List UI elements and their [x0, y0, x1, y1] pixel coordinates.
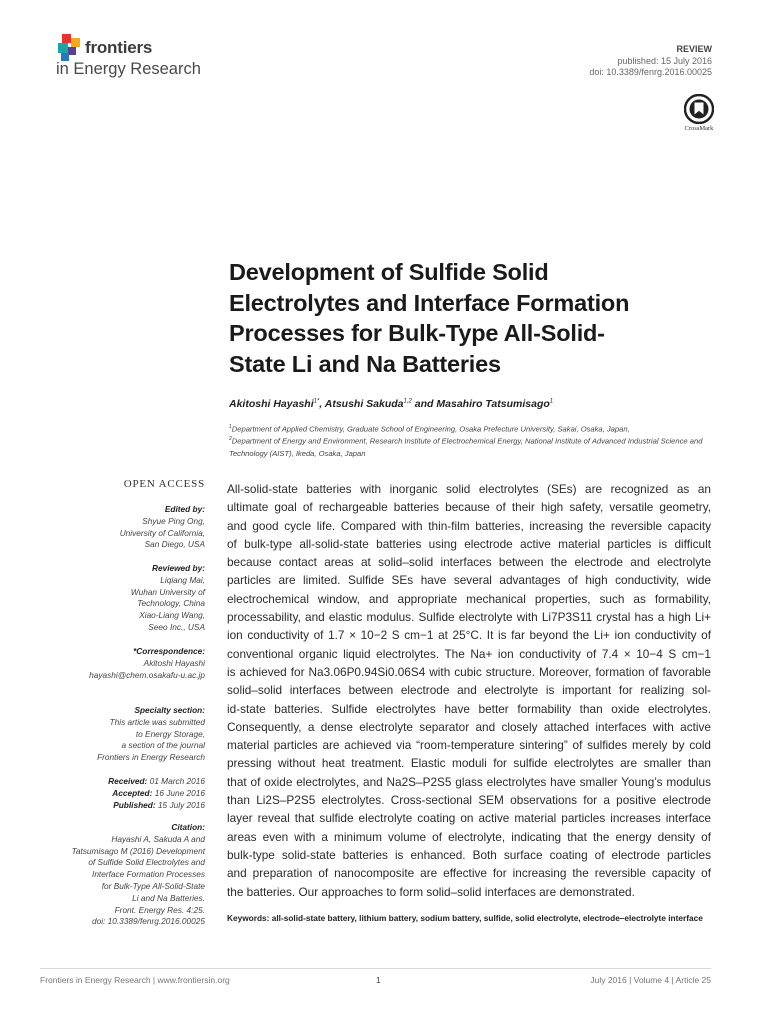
reviewed-by-section: [40, 563, 205, 634]
article-type: REVIEW: [676, 44, 712, 54]
published-date: published: 15 July 2016: [617, 55, 712, 66]
author-name[interactable]: Masahiro Tatsumisago: [436, 398, 550, 410]
date-label: Published:: [113, 799, 156, 810]
author-name[interactable]: Atsushi Sakuda: [324, 398, 404, 410]
abstract-line: layer reveal that sulfide electrolyte coating on active material particles increases interface: [227, 811, 711, 826]
date-accepted: [40, 788, 205, 800]
open-access-label: OPEN ACCESS: [123, 478, 205, 490]
abstract-line: is achieved for Na3.06P0.94Si0.06S4 with cubic structure. Moreover, formation of favorable: [227, 664, 711, 679]
specialty-line: Frontiers in Energy Research: [97, 752, 205, 763]
date-label: Received:: [108, 776, 148, 786]
title-line: Electrolytes and Interface Formation: [229, 289, 630, 316]
abstract-line: of bulk-type all-solid-state batteries using electrode active material particles is difficult: [227, 536, 711, 551]
date-value: 15 July 2016: [157, 799, 205, 810]
abstract-line: because contact areas at solid–solid interfaces between the electrode and electrolyte: [227, 555, 711, 570]
author-separator: and: [411, 398, 437, 410]
specialty-section: [40, 705, 205, 764]
specialty-line: to Energy Storage,: [135, 728, 205, 739]
footer-divider: [40, 968, 711, 969]
abstract-line: than Li2S–P2S5 electrolytes. Cross-sectional SEM observations for a positive electrode: [227, 793, 711, 808]
keywords: Keywords: all-solid-state battery, lithium battery, sodium battery, sulfide, solid electrolyte, electrode–electrolyte interface: [227, 913, 703, 923]
citation-line: Interface Formation Processes: [92, 869, 205, 880]
correspondence-name: Akitoshi Hayashi: [143, 657, 205, 668]
date-received: [40, 776, 205, 788]
citation-line: of Sulfide Solid Electrolytes and: [88, 857, 205, 868]
abstract-line: and good cycle life. Compared with thin-film batteries, increasing the reversible capacity: [227, 518, 711, 533]
page-number: 1: [376, 975, 381, 985]
abstract-line: ultimate goal of rechargeable batteries because of their high safety, versatile geometry,: [227, 500, 711, 515]
author-list: [229, 398, 553, 410]
author-affiliation-mark: 1*: [313, 398, 320, 405]
article-title: [229, 257, 709, 379]
edited-by-section: [40, 504, 205, 551]
crossmark-badge[interactable]: [674, 94, 724, 140]
citation-line: Li and Na Batteries.: [132, 892, 205, 903]
citation-doi[interactable]: doi: 10.3389/fenrg.2016.00025: [91, 916, 205, 927]
reviewer-line: Xiao-Liang Wang,: [139, 610, 205, 621]
affiliation-text: Department of Applied Chemistry, Graduate School of Engineering, Osaka Prefecture University, Sakai, Osaka, Japan,: [231, 424, 630, 434]
specialty-line: a section of the journal: [121, 740, 205, 751]
abstract-line: electrochemical window, and appropriate mechanical properties, such as formability,: [227, 591, 711, 606]
author-affiliation-mark: 1,2: [403, 398, 412, 405]
correspondence-label: *Correspondence:: [133, 646, 205, 656]
edited-by-label: Edited by:: [164, 504, 205, 514]
affiliation-number: 1: [229, 424, 232, 430]
citation-label: Citation:: [171, 822, 205, 832]
citation-line: for Bulk-Type All-Solid-State: [101, 880, 205, 891]
affiliation-number: 2: [229, 436, 232, 442]
abstract-line: and preparation of nanocomposite are effective for increasing the reversible capacity of: [227, 866, 711, 881]
reviewer-line: Seeo Inc., USA: [148, 621, 205, 632]
title-line: Processes for Bulk-Type All-Solid-: [229, 320, 605, 346]
abstract-line: processability, and elastic modulus. Sulfide electrolyte with Li7P3S11 crystal has a high Li+: [227, 610, 711, 625]
footer-journal-link[interactable]: Frontiers in Energy Research | www.frontiersin.org: [40, 975, 230, 985]
abstract-line: All-solid-state batteries with inorganic solid electrolytes (SEs) are recognized as an: [227, 482, 711, 496]
title-line: Development of Sulfide Solid: [229, 259, 549, 285]
citation-section: [40, 822, 205, 928]
title-line: State Li and Na Batteries: [229, 350, 501, 377]
abstract-line: bulk-type solid-state batteries is enhanced. Both surface coating of electrode particles: [227, 847, 711, 862]
reviewer-line: Liqiang Mai,: [160, 574, 205, 585]
abstract-line: id-state batteries. Sulfide electrolytes have better formability than oxide electrolytes.: [227, 701, 711, 716]
date-label: Accepted:: [112, 787, 153, 798]
abstract-line: pressing without heat treatment. Elastic moduli for sulfide electrolytes are smaller than: [227, 756, 711, 771]
affiliation-text: Department of Energy and Environment, Research Institute of Electrochemical Energy, National Institute of Advanced Industrial Science and Technology (AIST), Ikeda, Osaka, Japan: [229, 436, 703, 458]
footer-issue-info: July 2016 | Volume 4 | Article 25: [590, 975, 711, 985]
editor-line: San Diego, USA: [144, 539, 205, 550]
reviewer-line: Wuhan University of: [130, 586, 205, 597]
abstract-line: areas even with a minimum volume of electrolyte, indicating that the energy density of: [227, 829, 711, 844]
citation-line: Front. Energy Res. 4:25.: [114, 904, 205, 915]
correspondence-section: [40, 646, 205, 681]
abstract-line: particles are limited. Sulfide SEs have several advantages of high conductivity, wide: [227, 573, 711, 588]
abstract-line: Consequently, a dense electrolyte separator and closely attached interfaces with active: [227, 719, 711, 734]
abstract-line: material particles are achieved via “room-temperature sintering” of sulfides merely by cold: [227, 738, 711, 753]
abstract-line: that of oxide electrolytes, and Na2S–P2S5 glass electrolytes have smaller Young’s modulus: [227, 774, 711, 789]
abstract-line: solid–solid interfaces between electrode and electrolyte is important for realizing sol-: [227, 683, 711, 698]
affiliation: [229, 433, 709, 460]
abstract-line: ion conductivity of 1.7 × 10−2 S cm−1 at 25°C. It is far beyond the Li+ ion conductivity of: [227, 628, 711, 643]
editor-line: University of California,: [119, 527, 205, 538]
author-separator: ,: [319, 398, 325, 410]
reviewer-line: Technology, China: [137, 598, 205, 609]
article-meta: [589, 44, 712, 79]
date-published: [40, 800, 205, 812]
correspondence-email[interactable]: hayashi@chem.osakafu-u.ac.jp: [89, 669, 205, 680]
specialty-line: This article was submitted: [109, 716, 205, 727]
author-name[interactable]: Akitoshi Hayashi: [229, 398, 314, 410]
journal-logo[interactable]: [56, 34, 256, 84]
citation-line: Hayashi A, Sakuda A and: [111, 833, 205, 844]
citation-line: Tatsumisago M (2016) Development: [71, 845, 205, 856]
brand-name: frontiers: [85, 38, 153, 57]
crossmark-label: CrossMark: [684, 125, 714, 132]
dates-section: [40, 776, 205, 811]
editor-line: Shyue Ping Ong,: [142, 515, 205, 526]
abstract: [227, 480, 711, 901]
specialty-label: Specialty section:: [134, 705, 205, 715]
author-affiliation-mark: 1: [549, 398, 554, 405]
crossmark-icon: [684, 94, 714, 124]
date-value: 01 March 2016: [149, 776, 205, 786]
journal-name: in Energy Research: [56, 60, 201, 78]
reviewed-by-label: Reviewed by:: [151, 563, 205, 573]
abstract-line: the batteries. Our approaches to form solid–solid interfaces are demonstrated.: [227, 884, 635, 899]
date-value: 16 June 2016: [154, 787, 205, 798]
abstract-line: conventional organic liquid electrolytes. The Na+ ion conductivity of 7.4 × 10−4 S cm−1: [227, 646, 711, 661]
doi[interactable]: doi: 10.3389/fenrg.2016.00025: [589, 67, 712, 77]
